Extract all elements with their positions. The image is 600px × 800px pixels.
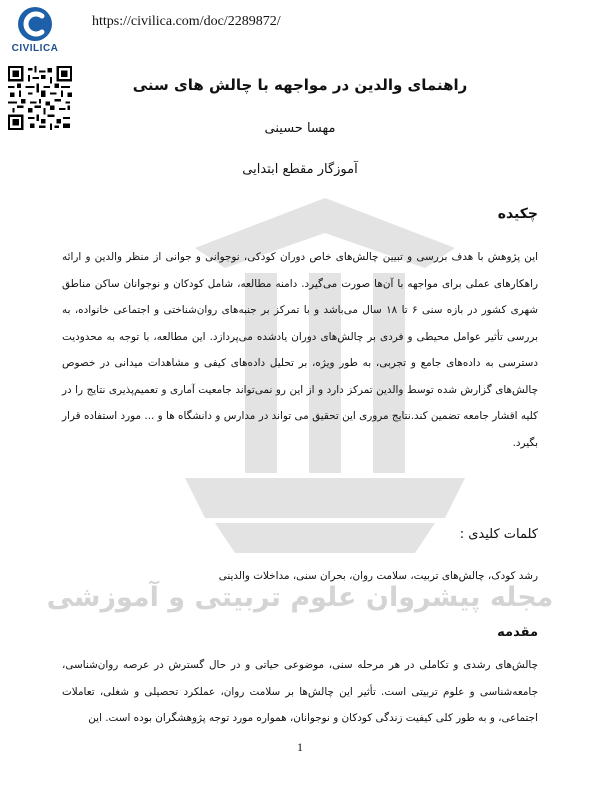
logo-text: CIVILICA [11, 43, 59, 54]
abstract-text: این پژوهش با هدف بررسی و تبیین چالش‌های خاص دوران کودکی، نوجوانی و جوانی از منظر والدین و ارائه راهکارهای عملی برای مواجهه با آن‌ها صورت می‌گیرد. دامنه مطالعه، شامل کودکان و نوجوانان ساکن مناطق شهری کشور در بازه سنی ۶ تا ۱۸ سال می‌باشد و با تمرکز بر جنبه‌های روان‌شناختی و اجتماعی خانواده، به بررسی تأثیر عوامل محیطی و فردی بر چالش‌های دوران یادشده می‌پردازد. این مطالعه، با توجه به محدودیت دسترسی به داده‌های جامع و تجربی، به طور ویژه، بر تحلیل داده‌های کیفی و مشاهدات میدانی در خصوص چالش‌های گزارش شده توسط والدین تمرکز دارد و از این رو نمی‌تواند جامعیت آماری و تعمیم‌پذیری نتایج را در کلیه اقشار جامعه تضمین کند.نتایج مروری این تحقیق می تواند در مدارس و دانشگاه ها و ... مورد استفاده قرار بگیرد. [62, 251, 538, 449]
author-affiliation: آموزگار مقطع ابتدایی [242, 162, 358, 177]
document-url[interactable]: https://civilica.com/doc/2289872/ [92, 14, 281, 29]
page-number: 1 [297, 740, 303, 754]
keywords-text: رشد کودک، چالش‌های تربیت، سلامت روان، بحران سنی، مداخلات والدینی [218, 570, 538, 582]
civilica-logo[interactable] [6, 6, 64, 58]
keywords-heading: کلمات کلیدی : [459, 527, 538, 542]
civilica-logo-icon [14, 6, 56, 42]
author-name: مهسا حسینی [264, 121, 336, 136]
paper-title: راهنمای والدین در مواجهه با چالش های سنی [132, 76, 468, 94]
introduction-heading: مقدمه [497, 625, 538, 640]
abstract-heading: چکیده [497, 206, 538, 222]
watermark-text: مجله پیشروان علوم تربیتی و آموزشی [46, 582, 554, 613]
introduction-text: چالش‌های رشدی و تکاملی در هر مرحله سنی، موضوعی حیاتی و در حال گسترش در عرصه روان‌شناسی، جامعه‌شناسی و علوم تربیتی است. تأثیر این چالش‌ها بر سلامت روان، عملکرد تحصیلی و شغلی، تعاملات اجتماعی، و به طور کلی کیفیت زندگی کودکان و نوجوانان، همواره مورد توجه پژوهشگران بوده است. این [62, 659, 538, 724]
